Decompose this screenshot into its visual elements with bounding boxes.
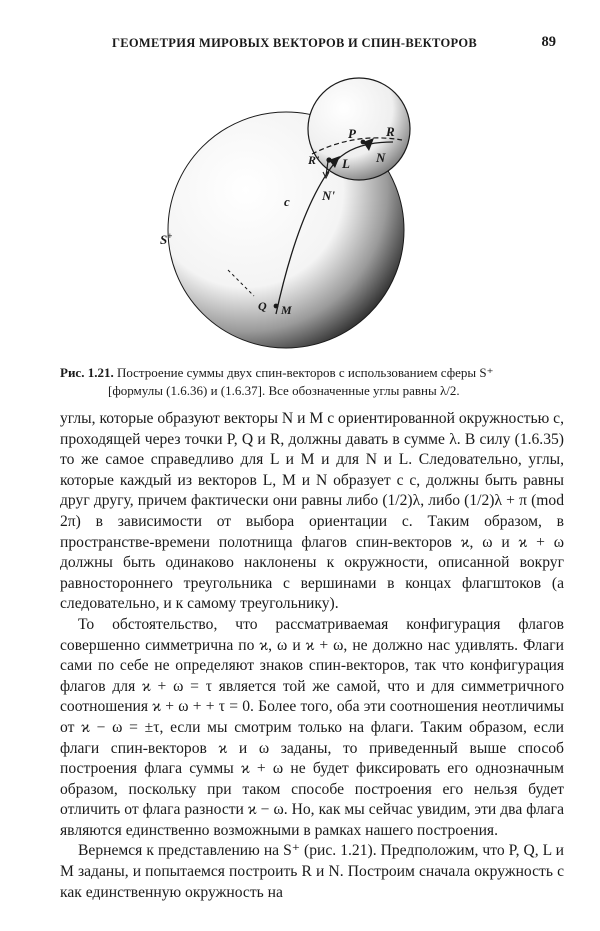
label-n-prime: N' <box>322 188 335 203</box>
label-n: N <box>376 150 386 165</box>
label-l: L <box>342 156 350 171</box>
figure-caption <box>60 364 560 400</box>
point-r-prime <box>326 157 331 162</box>
page-header <box>0 36 600 56</box>
label-c: c <box>284 194 290 209</box>
label-m: M <box>281 303 292 317</box>
point-q <box>274 304 279 309</box>
page-number: 89 <box>541 34 556 50</box>
sphere-diagram <box>150 64 470 364</box>
figure-sphere <box>150 64 470 364</box>
label-r-prime: R' <box>308 153 320 167</box>
small-circle <box>308 78 410 180</box>
caption-line-1 <box>60 364 560 382</box>
caption-text-1: Построение суммы двух спин-векторов с использованием сферы S⁺ <box>116 365 494 380</box>
paragraph-2: То обстоятельство, что рассматриваемая конфигурация флагов совершенно симметрична по ϰ, ω и ϰ + ω, не должно нас удивлять. Флаги сами по себе не определяют знаков спин-векторов, так что конфигурация флагов для ϰ + ω = τ является той же самой, что и для симметричного соотношения ϰ + ω + + τ = 0. Более того, оба эти соотношения неотличимы от ϰ − ω = ±τ, если мы смотрим только на флаги. Таким образом, если флаги спин-векторов ϰ и ω заданы, то приведенный выше способ построения флага суммы ϰ + ω не будет фиксировать его однозначным образом, поскольку при таком способе построения его нельзя будет отличить от флага разности ϰ − ω. Но, как мы сейчас увидим, эти два флага являются единственно возможными в рамках нашего построения. <box>60 615 564 839</box>
point-n <box>361 140 366 145</box>
caption-line-2: [формулы (1.6.36) и (1.6.37]. Все обозначенные углы равны λ/2. <box>108 383 460 398</box>
label-q: Q <box>258 299 267 313</box>
paragraph-3: Вернемся к представлению на S⁺ (рис. 1.21). Предположим, что P, Q, L и M заданы, и попытаемся построить R и N. Построим сначала окружность c как единственную окружность на <box>60 842 564 901</box>
paragraph-1: углы, которые образуют векторы N и M с ориентированной окружностью c, проходящей через точки P, Q и R, должны давать в сумме λ. В силу (1.6.35) то же самое справедливо для L и M и для N и L. Следовательно, углы, которые каждый из векторов L, M и N образует с c, должны быть равны друг другу, причем фактически они равны либо (1/2)λ, либо (1/2)λ + π (mod 2π) в зависимости от выбора ориентации c. Таким образом, в пространстве-времени полотнища флагов спин-векторов ϰ, ω и ϰ + ω должны быть одинаково наклонены к окружности, описанной вокруг равностороннего треугольника с вершинами в концах флагштоков (а следовательно, и к самому треугольнику). <box>60 410 564 613</box>
caption-label: Рис. 1.21. <box>60 365 114 380</box>
label-s: S+ <box>160 231 173 247</box>
label-p: P <box>348 126 356 141</box>
body-text <box>60 409 564 903</box>
label-r: R <box>386 124 395 139</box>
running-head: ГЕОМЕТРИЯ МИРОВЫХ ВЕКТОРОВ И СПИН-ВЕКТОРОВ <box>112 36 478 50</box>
